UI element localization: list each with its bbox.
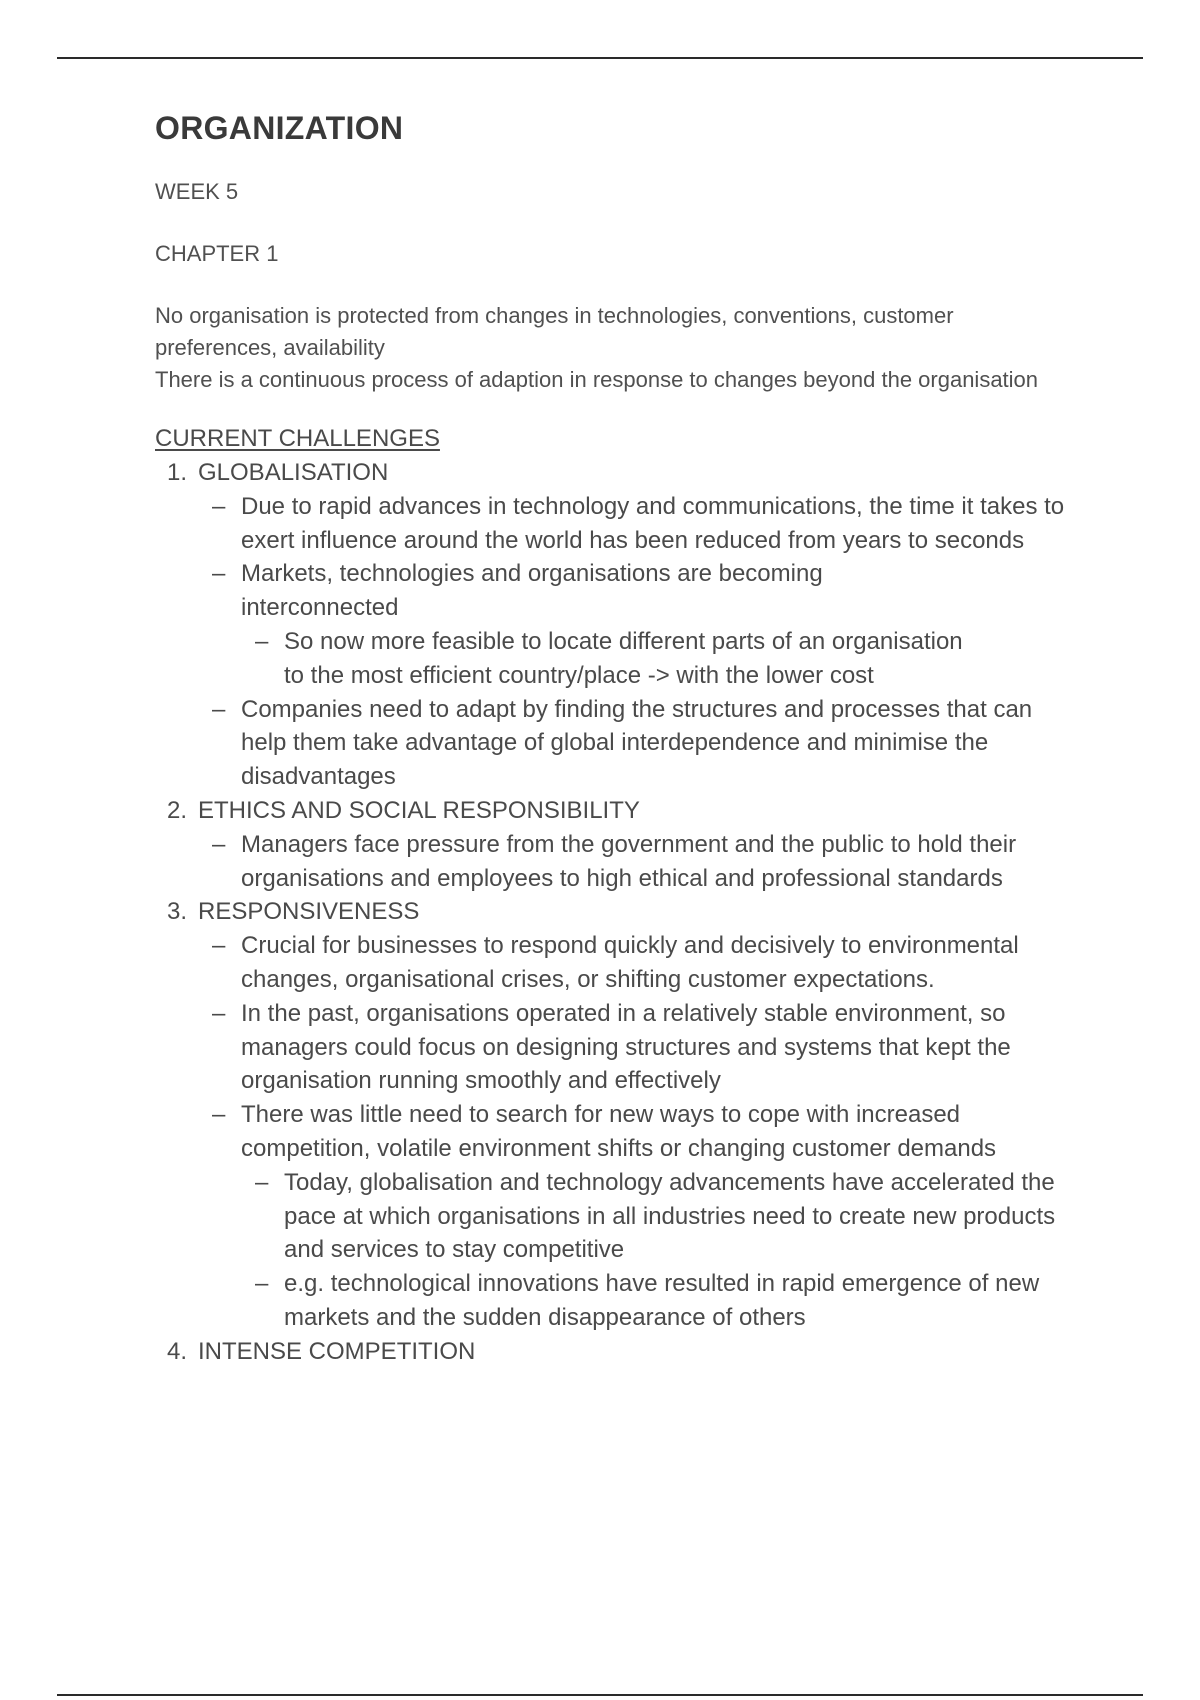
sub-bullet-text: – e.g. technological innovations have resulted in rapid emergence of new markets and the sudden disappearance of others	[284, 1270, 1040, 1331]
bullet-list	[198, 929, 1055, 1335]
bottom-divider	[57, 1694, 1143, 1696]
list-item	[241, 625, 1055, 693]
sub-bullet-text: – So now more feasible to locate different parts of an organisation to the most efficient country/place -> with the lower cost	[284, 627, 963, 689]
list-number: 2.	[167, 796, 188, 824]
list-number: 4.	[167, 1337, 188, 1365]
challenge-title: ETHICS AND SOCIAL RESPONSIBILITY	[198, 796, 640, 824]
bullet-text: – Companies need to adapt by finding the structures and processes that can help them take advantage of global interdependence and minimise the disadvantages	[241, 695, 1033, 791]
bullet-text: – Due to rapid advances in technology and communications, the time it takes to exert influence around the world has been reduced from years to seconds	[241, 492, 1065, 554]
list-item	[198, 929, 1055, 997]
list-item	[198, 1098, 1055, 1335]
list-item	[241, 1166, 1055, 1267]
section-heading-current-challenges: CURRENT CHALLENGES	[155, 425, 440, 452]
list-number: 1.	[167, 459, 188, 486]
intro-line: No organisation is protected from changes in technologies, conventions, customer preferences, availability	[155, 303, 954, 360]
challenge-title: RESPONSIVENESS	[198, 898, 420, 926]
challenge-title: INTENSE COMPETITION	[198, 1337, 476, 1365]
list-item	[198, 693, 1055, 794]
sub-bullet-list	[241, 1166, 1055, 1335]
bullet-list	[198, 828, 1055, 896]
bullet-list	[198, 490, 1065, 794]
challenge-ethics	[155, 794, 1055, 895]
sub-bullet-text: – Today, globalisation and technology advancements have accelerated the pace at which organisations in all industries need to create new products and services to stay competitive	[284, 1168, 1056, 1264]
challenge-globalisation	[155, 456, 1065, 794]
intro-paragraph	[155, 300, 1055, 396]
page-title: ORGANIZATION	[155, 110, 404, 146]
list-number: 3.	[167, 898, 188, 926]
challenge-intense-competition	[155, 1335, 1055, 1369]
list-item	[198, 490, 1065, 558]
week-label: WEEK 5	[155, 179, 239, 204]
sub-bullet-list	[241, 625, 1055, 693]
list-item	[198, 557, 1055, 692]
challenges-list	[155, 456, 1065, 1369]
document-body	[155, 106, 1065, 1369]
bullet-text: – There was little need to search for new ways to cope with increased competition, volatile environment shifts or changing customer demands	[241, 1101, 997, 1162]
top-divider	[57, 57, 1143, 59]
challenge-responsiveness	[155, 895, 1055, 1334]
list-item	[198, 997, 1055, 1098]
chapter-label: CHAPTER 1	[155, 241, 279, 266]
challenge-title: GLOBALISATION	[198, 459, 389, 486]
list-item	[241, 1267, 1055, 1335]
bullet-text: – Managers face pressure from the government and the public to hold their organisations and employees to high ethical and professional standards	[241, 830, 1017, 892]
bullet-text: – Markets, technologies and organisations are becoming interconnected	[241, 560, 823, 622]
bullet-text: – Crucial for businesses to respond quickly and decisively to environmental changes, organisational crises, or shifting customer expectations.	[241, 932, 1019, 993]
list-item	[198, 828, 1055, 896]
bullet-text: – In the past, organisations operated in a relatively stable environment, so managers could focus on designing structures and systems that kept the organisation running smoothly and effectively	[241, 999, 1011, 1095]
intro-line: There is a continuous process of adaption in response to changes beyond the organisation	[155, 367, 1039, 392]
